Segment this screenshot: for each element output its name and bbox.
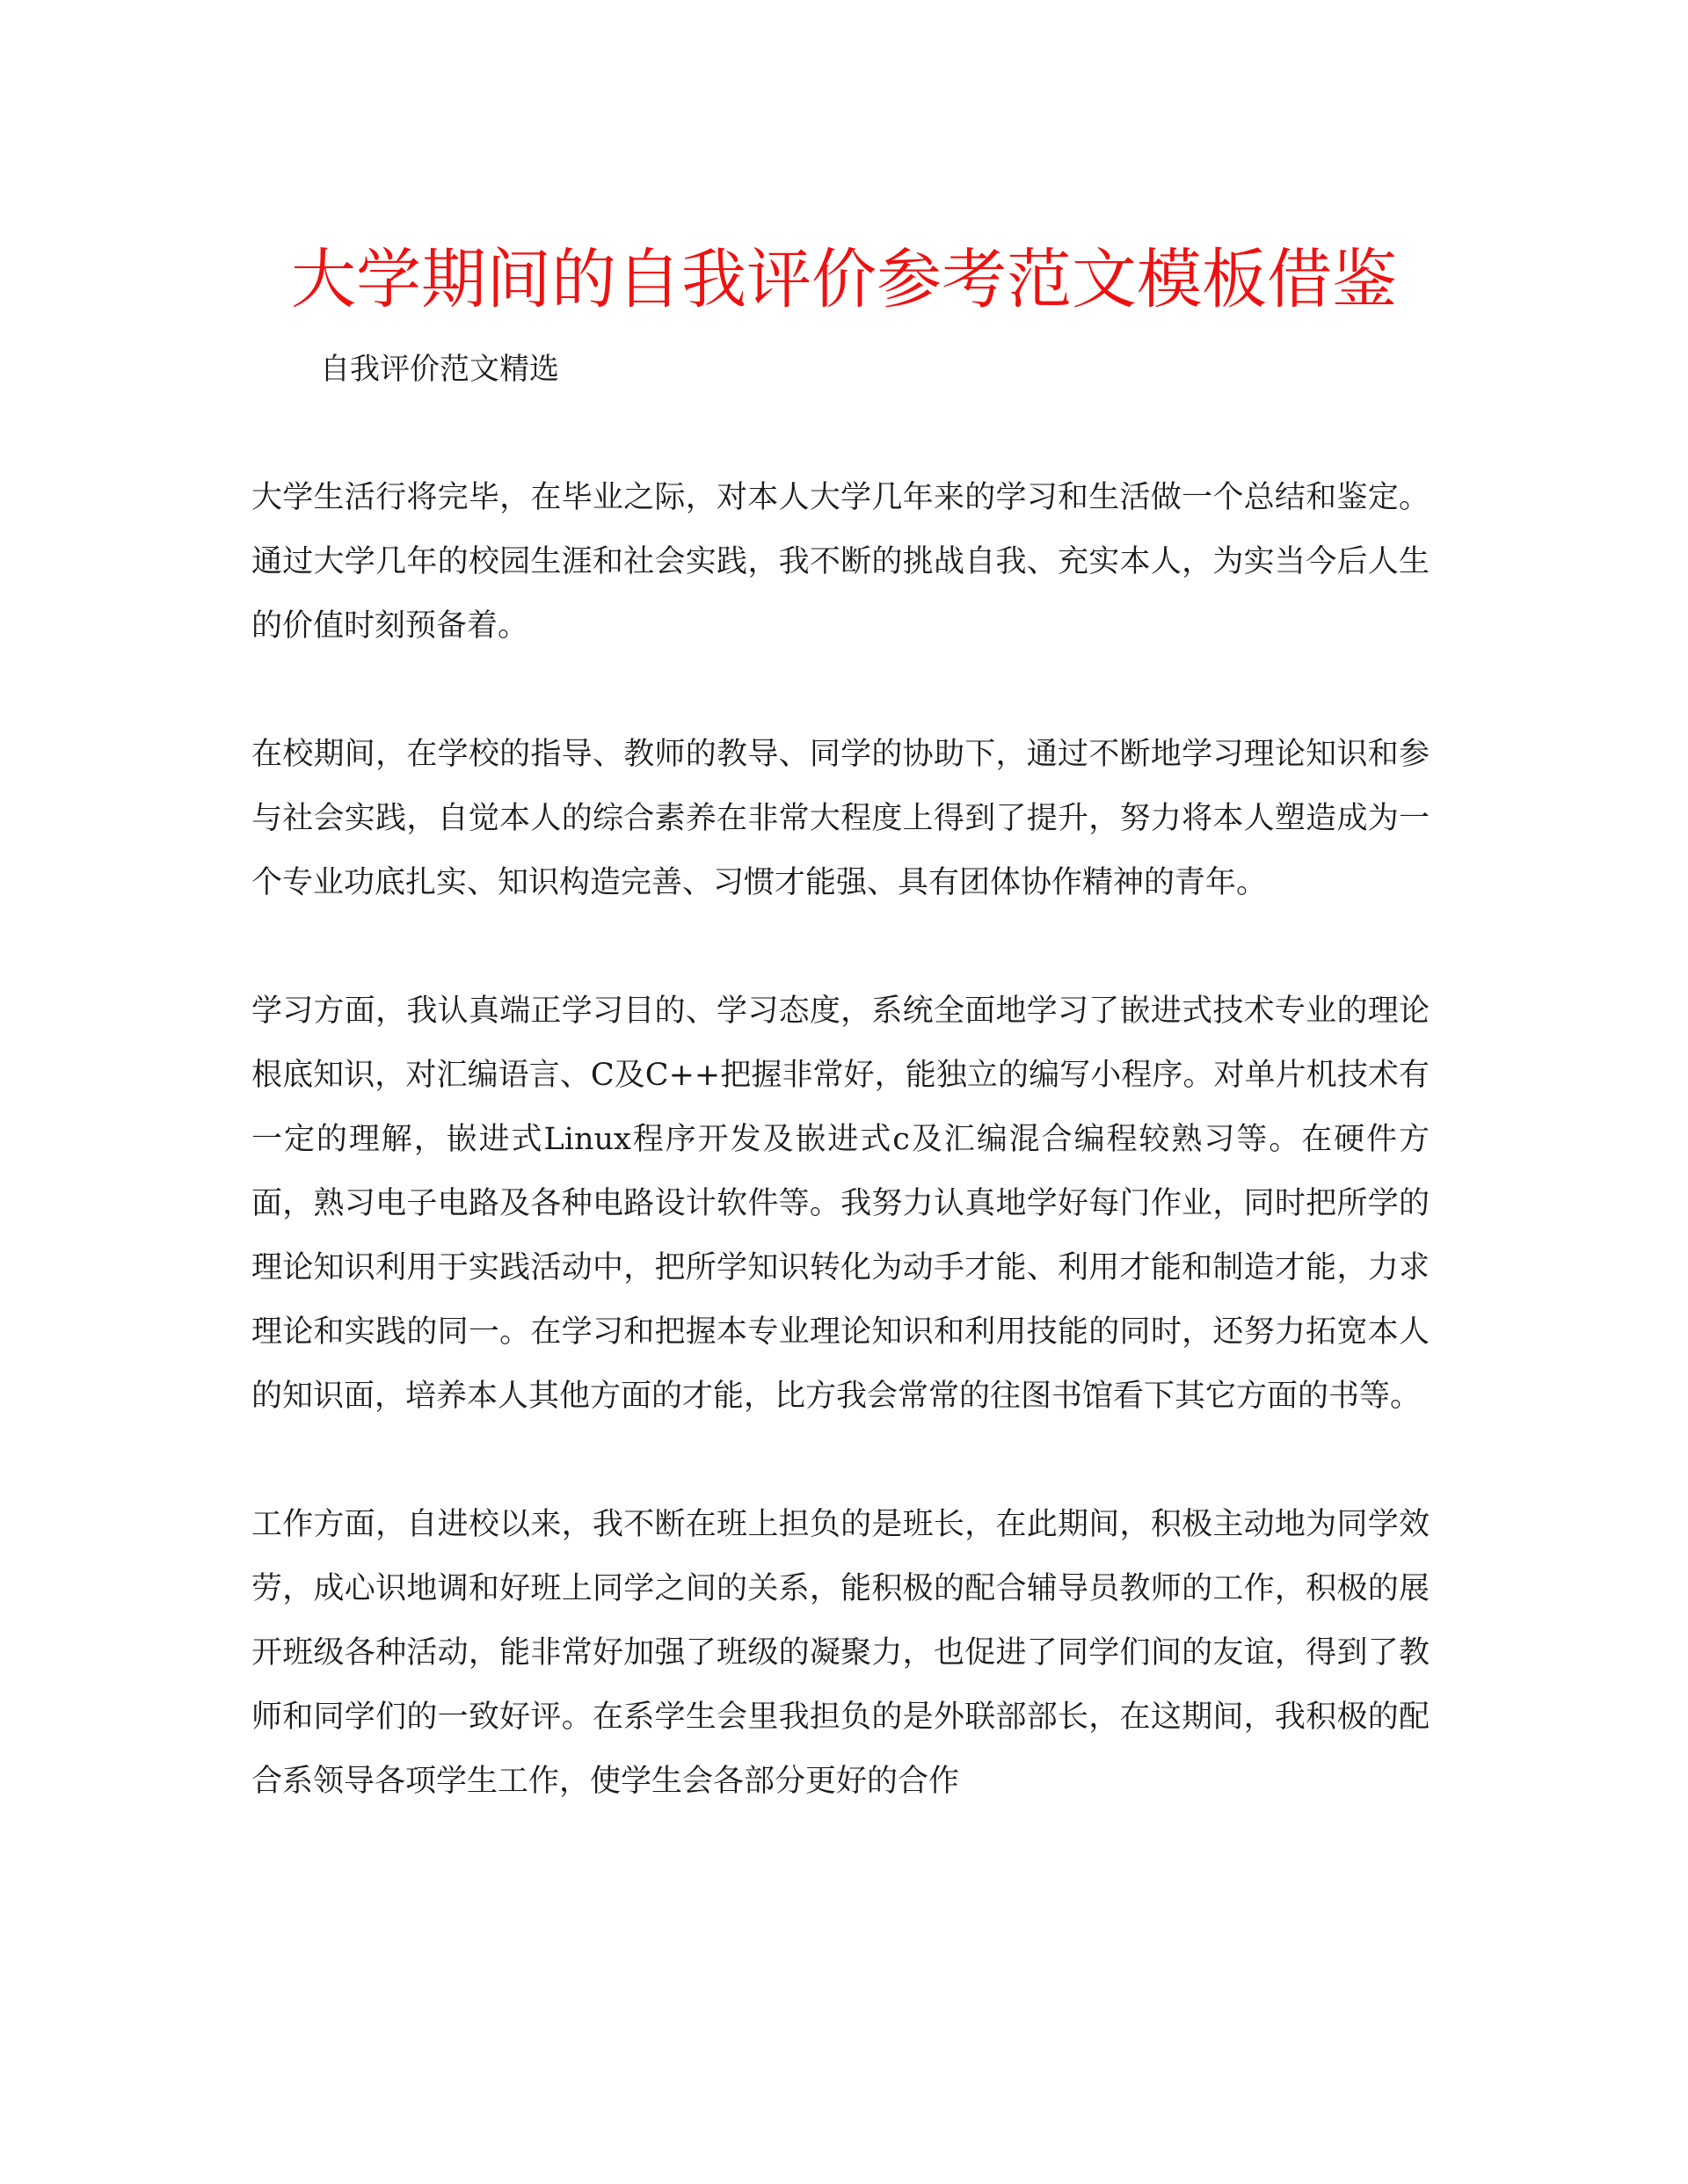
document-body bbox=[251, 466, 1430, 1814]
paragraph-work: 工作方面，自进校以来，我不断在班上担负的是班长，在此期间，积极主动地为同学效劳，成心识地调和好班上同学之间的关系，能积极的配合辅导员教师的工作，积极的展开班级各种活动，能非常好加强了班级的凝聚力，也促进了同学们间的友谊，得到了教师和同学们的一致好评。在系学生会里我担负的是外联部部长，在这期间，我积极的配合系领导各项学生工作，使学生会各部分更好的合作 bbox=[251, 1507, 1430, 1799]
paragraph-intro: 大学生活行将完毕，在毕业之际，对本人大学几年来的学习和生活做一个总结和鉴定。通过大学几年的校园生涯和社会实践，我不断的挑战自我、充实本人，为实当今后人生的价值时刻预备着。 bbox=[251, 480, 1430, 644]
paragraph-study: 学习方面，我认真端正学习目的、学习态度，系统全面地学习了嵌进式技术专业的理论根底知识，对汇编语言、C及C++把握非常好，能独立的编写小程序。对单片机技术有一定的理解，嵌进式Linux程序开发及嵌进式c及汇编混合编程较熟习等。在硬件方面，熟习电子电路及各种电路设计软件等。我努力认真地学好每门作业，同时把所学的理论知识利用于实践活动中，把所学知识转化为动手才能、利用才能和制造才能，力求理论和实践的同一。在学习和把握本专业理论知识和利用技能的同时，还努力拓宽本人的知识面，培养本人其他方面的才能，比方我会常常的往图书馆看下其它方面的书等。 bbox=[251, 994, 1430, 1414]
document-title: 大学期间的自我评价参考范文模板借鉴 bbox=[291, 242, 1397, 317]
paragraph-school: 在校期间，在学校的指导、教师的教导、同学的协助下，通过不断地学习理论知识和参与社会实践，自觉本人的综合素养在非常大程度上得到了提升，努力将本人塑造成为一个专业功底扎实、知识构造完善、习惯才能强、具有团体协作精神的青年。 bbox=[251, 737, 1430, 900]
document-subtitle: 自我评价范文精选 bbox=[320, 352, 559, 387]
